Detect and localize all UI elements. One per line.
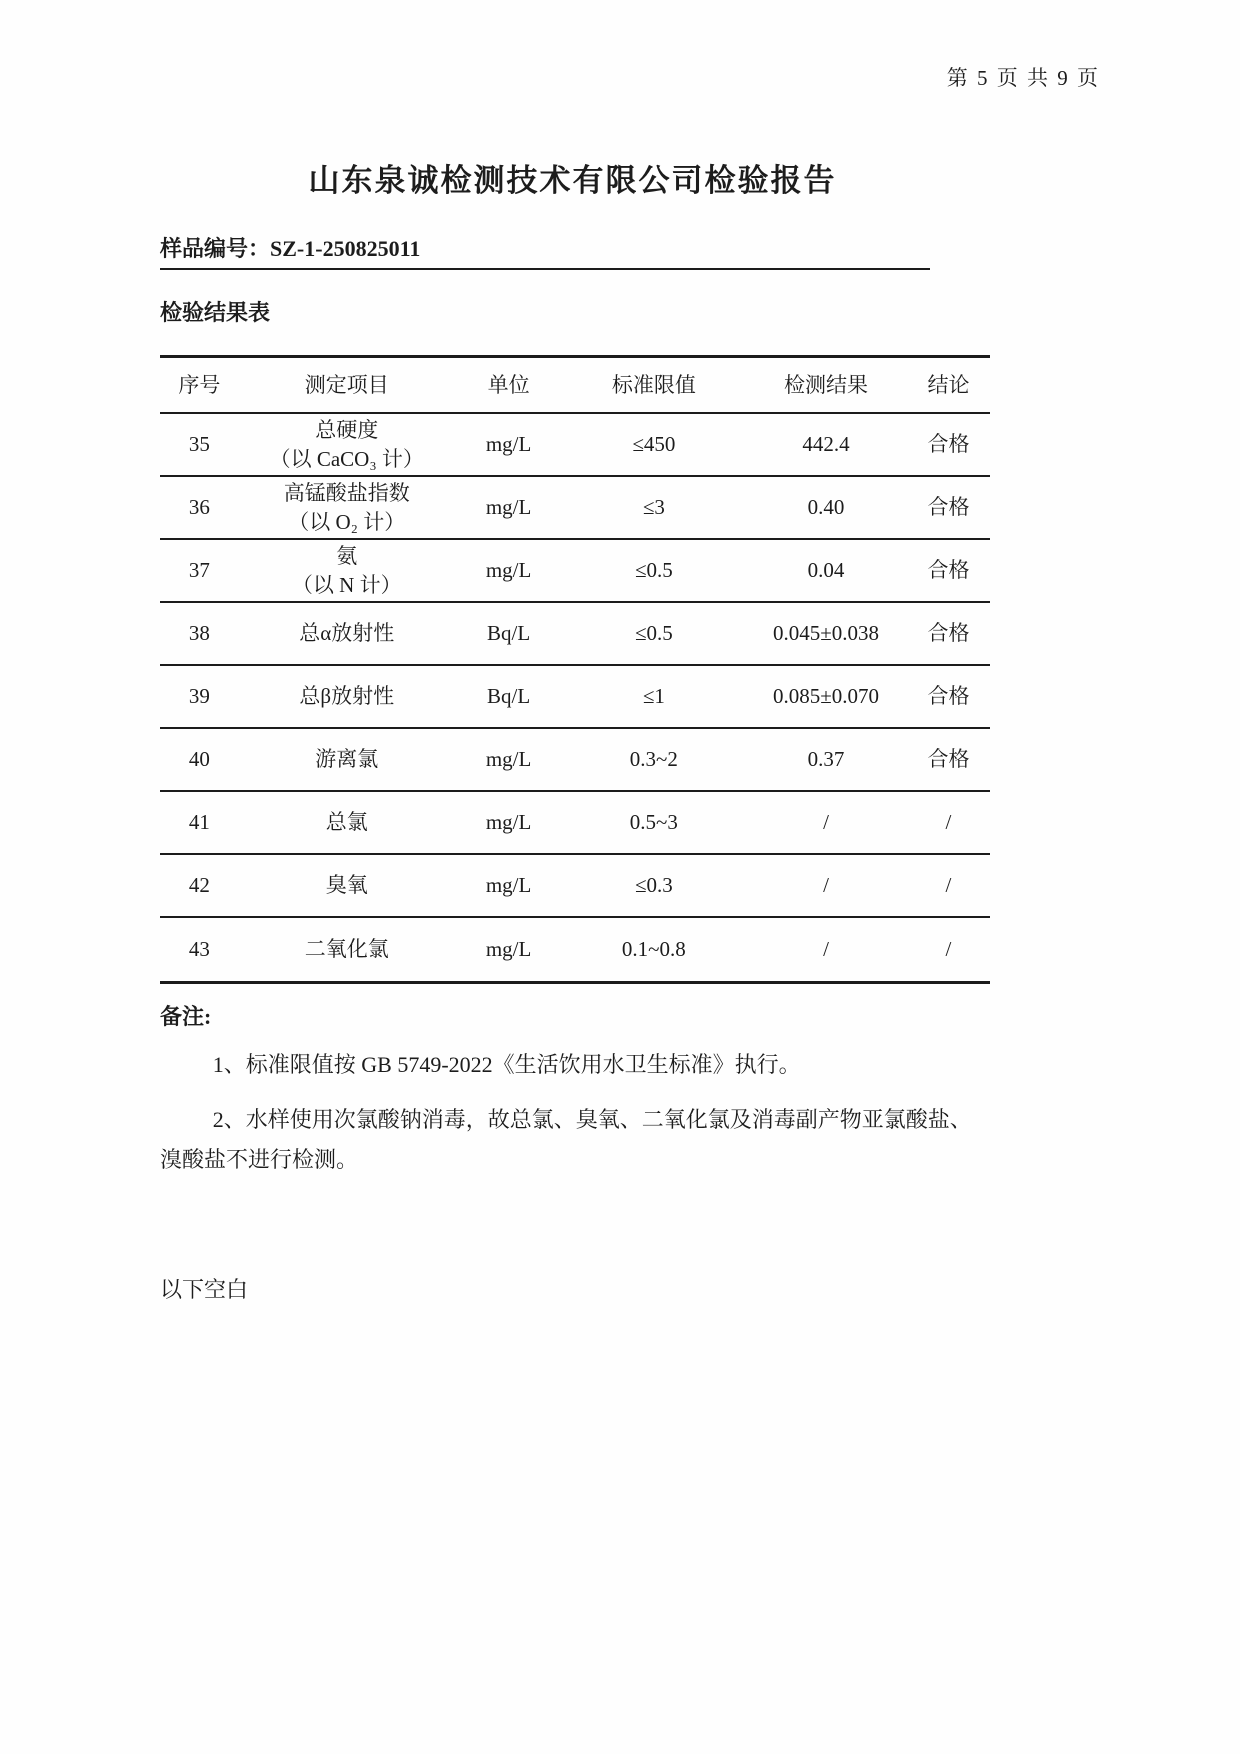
row-unit: mg/L <box>485 873 532 898</box>
row-unit: mg/L <box>485 937 532 962</box>
note-item-2: 2、水样使用次氯酸钠消毒，故总氯、臭氧、二氧化氯及消毒副产物亚氯酸盐、溴酸盐不进行检测。 <box>160 1106 972 1173</box>
header-no: 序号 <box>178 372 221 397</box>
header-limit: 标准限值 <box>611 372 696 397</box>
row-unit: mg/L <box>485 558 532 583</box>
row-unit: Bq/L <box>487 684 531 709</box>
row-unit: mg/L <box>485 495 532 520</box>
table-header-row <box>160 358 990 414</box>
row-conclusion: / <box>945 810 952 835</box>
row-item <box>239 617 455 649</box>
table-row <box>160 603 990 666</box>
row-no: 40 <box>188 747 210 772</box>
row-item-line2: （以 O₂ 计） <box>288 509 406 534</box>
row-no: 39 <box>188 684 210 709</box>
row-conclusion: / <box>945 937 952 962</box>
row-no: 37 <box>188 558 210 583</box>
row-item <box>239 414 455 475</box>
row-result: 442.4 <box>802 432 850 457</box>
table-row <box>160 729 990 792</box>
row-no: 41 <box>188 810 210 835</box>
row-item <box>239 680 455 712</box>
sample-number-label: 样品编号： <box>160 236 271 261</box>
row-item-line1: 二氧化氯 <box>304 937 389 962</box>
row-result: 0.085±0.070 <box>773 684 880 709</box>
row-unit: mg/L <box>485 747 532 772</box>
row-item-line2: （以 CaCO₃ 计） <box>269 446 424 471</box>
row-limit: 0.3~2 <box>629 747 678 772</box>
header-conclusion: 结论 <box>927 372 970 397</box>
header-item: 测定项目 <box>304 372 389 397</box>
row-item-line1: 臭氧 <box>325 873 368 898</box>
row-conclusion: 合格 <box>927 558 970 583</box>
sample-number-line <box>160 232 930 270</box>
row-conclusion: 合格 <box>927 432 970 457</box>
row-item-line1: 总α放射性 <box>299 621 395 646</box>
report-title: 山东泉诚检测技术有限公司检验报告 <box>308 163 837 198</box>
row-item <box>239 743 455 775</box>
table-row <box>160 855 990 918</box>
row-limit: ≤0.3 <box>634 873 673 898</box>
row-item <box>239 540 455 601</box>
row-unit: Bq/L <box>487 621 531 646</box>
table-row <box>160 540 990 603</box>
row-item-line1: 总硬度 <box>315 418 379 443</box>
page-number: 第 5 页 共 9 页 <box>946 66 1100 90</box>
row-item-line1: 总氯 <box>325 810 368 835</box>
notes-label: 备注: <box>160 1004 212 1029</box>
row-no: 35 <box>188 432 210 457</box>
table-row <box>160 414 990 477</box>
table-row <box>160 477 990 540</box>
row-conclusion: 合格 <box>927 495 970 520</box>
row-result: 0.045±0.038 <box>773 621 880 646</box>
row-result: 0.40 <box>807 495 845 520</box>
row-conclusion: 合格 <box>927 747 970 772</box>
row-conclusion: 合格 <box>927 684 970 709</box>
row-unit: mg/L <box>485 432 532 457</box>
row-result: / <box>823 810 829 835</box>
row-item-line1: 高锰酸盐指数 <box>283 481 410 506</box>
row-no: 36 <box>188 495 210 520</box>
row-no: 43 <box>188 937 210 962</box>
row-no: 38 <box>188 621 210 646</box>
sample-number-value: SZ-1-250825011 <box>270 236 421 261</box>
row-item-line1: 总β放射性 <box>299 684 395 709</box>
row-item <box>239 869 455 901</box>
row-conclusion: / <box>945 873 952 898</box>
row-result: 0.04 <box>807 558 845 583</box>
row-limit: 0.1~0.8 <box>621 937 686 962</box>
blank-below-note: 以下空白 <box>160 1277 249 1303</box>
row-limit: ≤1 <box>642 684 665 709</box>
row-limit: ≤450 <box>632 432 676 457</box>
row-conclusion: 合格 <box>927 621 970 646</box>
header-unit: 单位 <box>487 372 530 397</box>
row-limit: ≤0.5 <box>634 558 673 583</box>
row-item <box>239 806 455 838</box>
row-result: / <box>823 873 829 898</box>
results-table <box>160 355 990 984</box>
row-unit: mg/L <box>485 810 532 835</box>
row-item-line2: （以 N 计） <box>291 572 402 597</box>
notes-section <box>160 1000 985 1181</box>
row-item-line1: 游离氯 <box>315 747 379 772</box>
table-caption: 检验结果表 <box>160 300 271 325</box>
row-limit: ≤3 <box>642 495 665 520</box>
row-limit: 0.5~3 <box>629 810 678 835</box>
row-result: 0.37 <box>807 747 845 772</box>
header-result: 检测结果 <box>784 372 869 397</box>
row-item <box>239 477 455 538</box>
note-item-1: 1、标准限值按 GB 5749-2022《生活饮用水卫生标准》执行。 <box>212 1052 801 1077</box>
table-row <box>160 918 990 981</box>
row-result: / <box>823 937 829 962</box>
row-limit: ≤0.5 <box>634 621 673 646</box>
row-item <box>239 933 455 965</box>
table-row <box>160 666 990 729</box>
table-row <box>160 792 990 855</box>
row-no: 42 <box>188 873 210 898</box>
row-item-line1: 氨 <box>336 544 358 569</box>
